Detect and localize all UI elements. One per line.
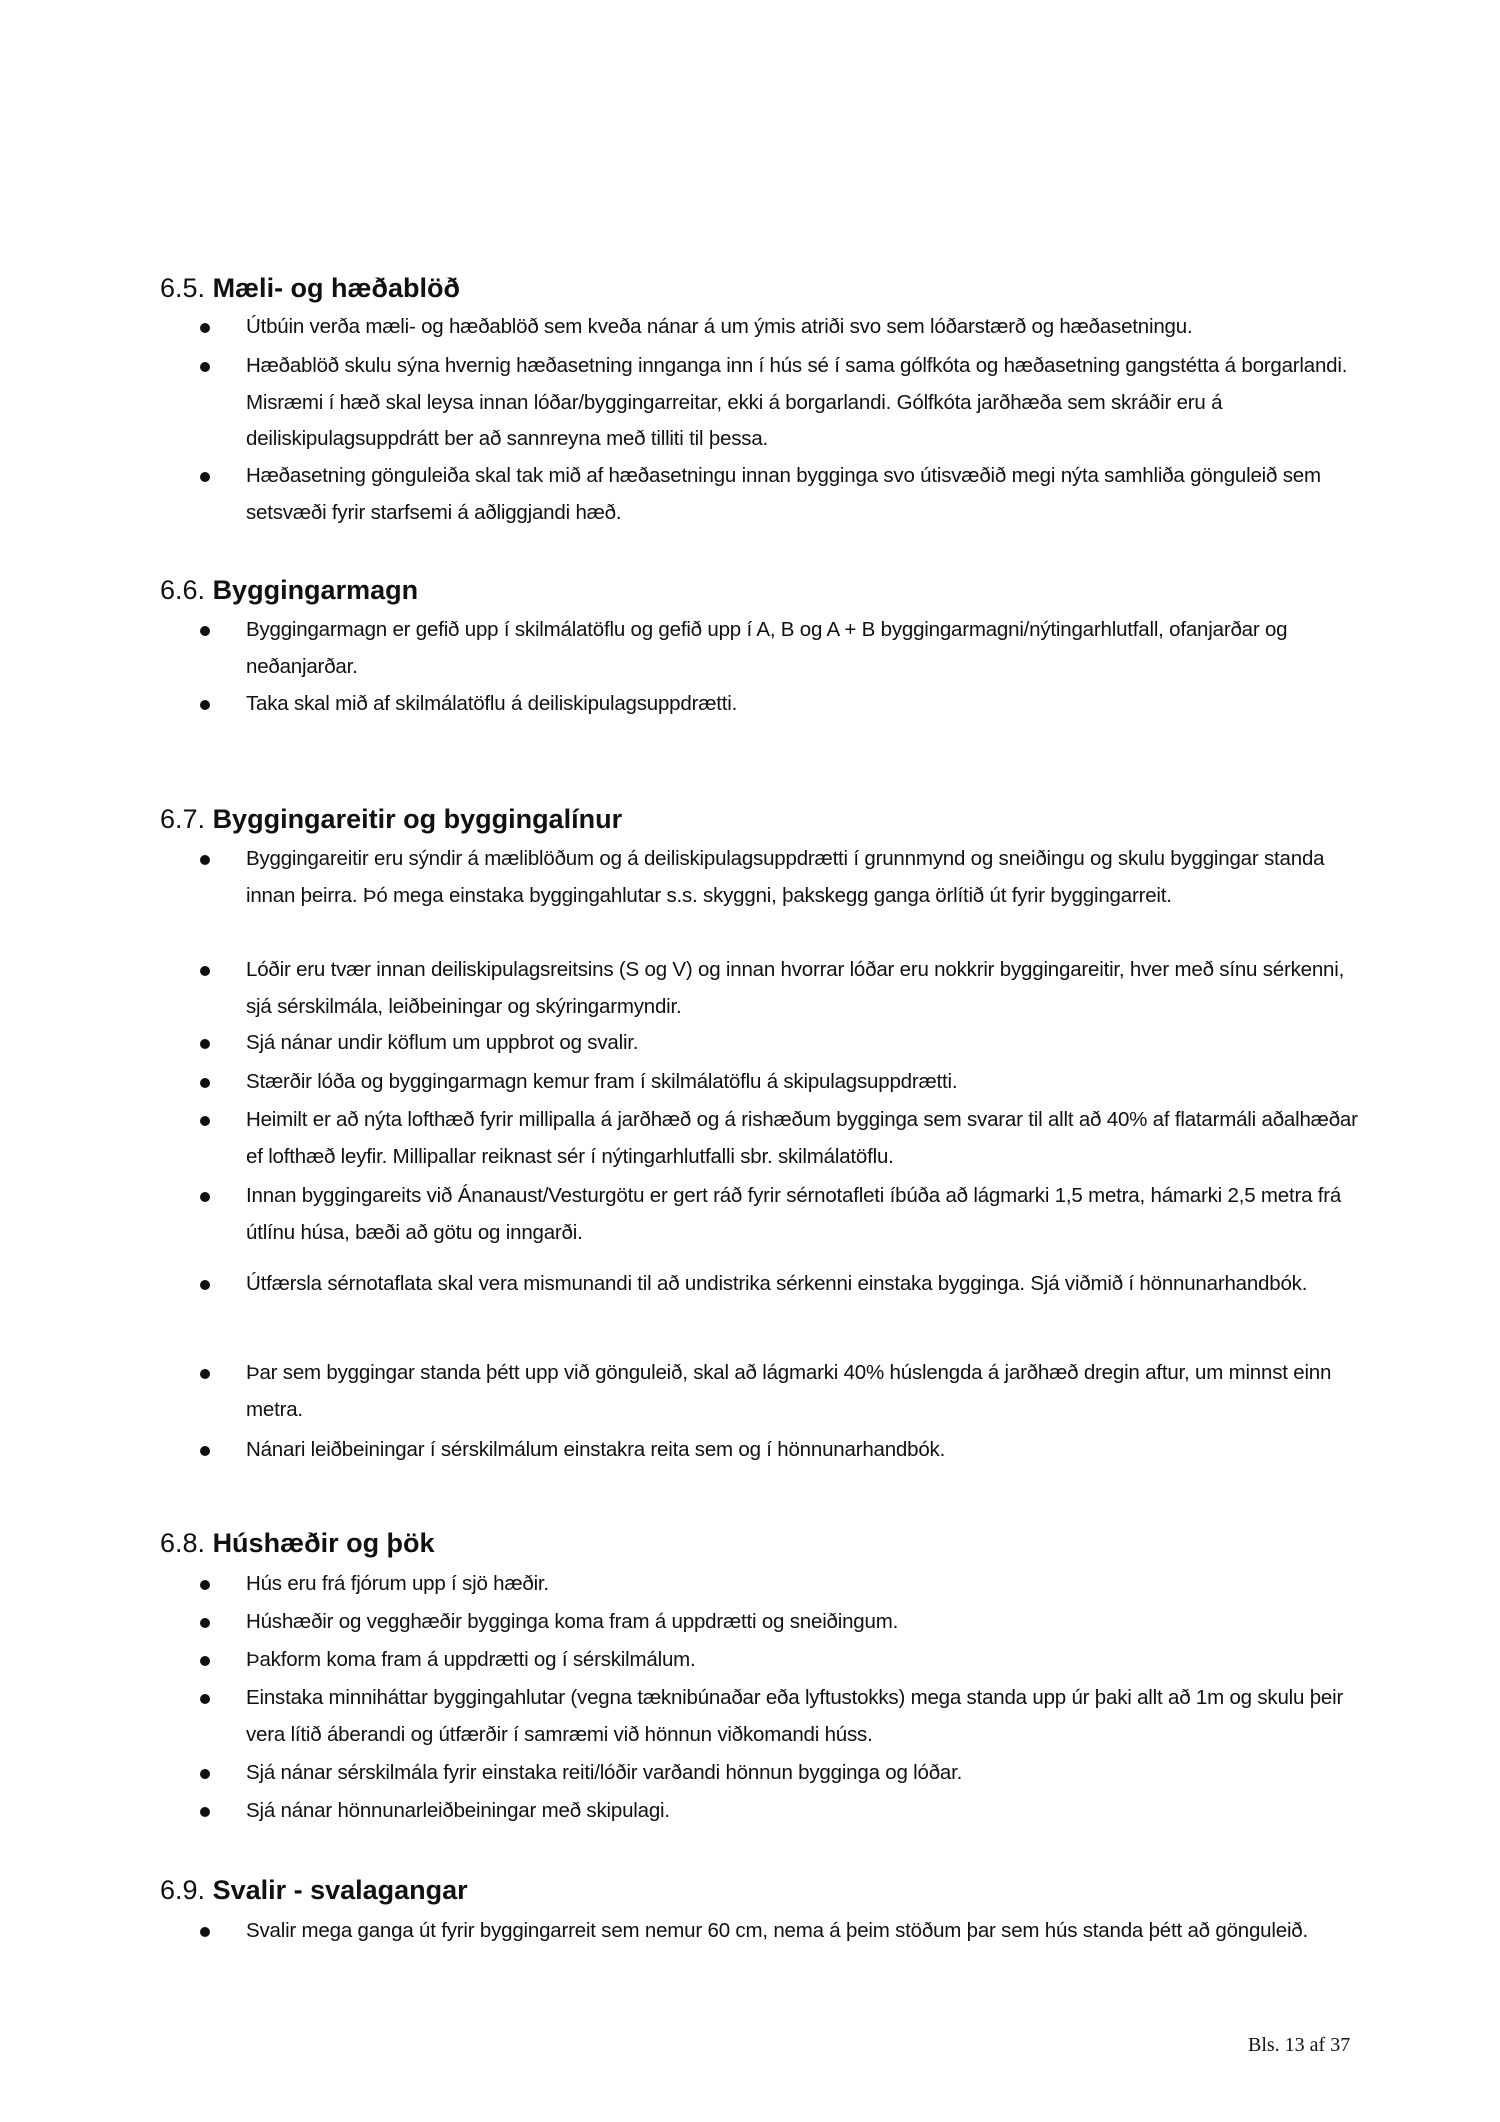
list-item-text: Þar sem byggingar standa þétt upp við gönguleið, skal að lágmarki 40% húslengda á jarðhæð dregin aftur, um minnst einn metra. bbox=[246, 1361, 1332, 1421]
list-item bbox=[200, 1913, 1370, 1950]
section-number: 6.6. bbox=[160, 575, 206, 605]
list-item bbox=[200, 1266, 1370, 1303]
list-item bbox=[200, 612, 1370, 685]
bullet-icon bbox=[200, 855, 210, 865]
bullet-icon bbox=[200, 1446, 210, 1456]
list-item bbox=[200, 1642, 1370, 1679]
bullet-icon bbox=[200, 1769, 210, 1779]
bullet-icon bbox=[200, 626, 210, 636]
list-item-text: Útbúin verða mæli- og hæðablöð sem kveða nánar á um ýmis atriði svo sem lóðarstærð og hæðasetningu. bbox=[246, 315, 1193, 338]
section-title: Húshæðir og þök bbox=[212, 1528, 435, 1558]
bullet-icon bbox=[200, 700, 210, 710]
list-item-text: Stærðir lóða og byggingarmagn kemur fram í skilmálatöflu á skipulagsuppdrætti. bbox=[246, 1070, 958, 1093]
list-item bbox=[200, 458, 1370, 531]
list-item-text: Taka skal mið af skilmálatöflu á deiliskipulagsuppdrætti. bbox=[246, 692, 738, 715]
list-item-text: Útfærsla sérnotaflata skal vera mismunandi til að undistrika sérkenni einstaka bygginga. Sjá viðmið í hönnunarhandbók. bbox=[246, 1272, 1308, 1295]
bullet-icon bbox=[200, 1369, 210, 1379]
list-item bbox=[200, 686, 1370, 723]
list-item bbox=[200, 1604, 1370, 1641]
bullet-icon bbox=[200, 1656, 210, 1666]
list-item-text: Svalir mega ganga út fyrir byggingarreit sem nemur 60 cm, nema á þeim stöðum þar sem hús standa þétt að gönguleið. bbox=[246, 1919, 1308, 1942]
section-title: Byggingareitir og byggingalínur bbox=[212, 804, 623, 834]
section-number: 6.9. bbox=[160, 1875, 206, 1905]
section-number: 6.7. bbox=[160, 804, 206, 834]
list-item bbox=[200, 1566, 1370, 1603]
bullet-icon bbox=[200, 472, 210, 482]
section-heading-6-8 bbox=[160, 1526, 435, 1560]
section-heading-6-6 bbox=[160, 573, 418, 607]
section-title: Mæli- og hæðablöð bbox=[212, 273, 461, 303]
list-item-text: Hús eru frá fjórum upp í sjö hæðir. bbox=[246, 1572, 549, 1595]
list-item bbox=[200, 1793, 1370, 1830]
bullet-icon bbox=[200, 1192, 210, 1202]
list-item-text: Lóðir eru tvær innan deiliskipulagsreitsins (S og V) og innan hvorrar lóðar eru nokkrir byggingareitir, hver með sínu sérkenni, sjá sérskilmála, leiðbeiningar og skýringarmyndir. bbox=[246, 958, 1345, 1018]
section-heading-6-7 bbox=[160, 802, 622, 836]
bullet-icon bbox=[200, 323, 210, 333]
bullet-icon bbox=[200, 1280, 210, 1290]
section-heading-6-5 bbox=[160, 271, 460, 305]
list-item-text: Húshæðir og vegghæðir bygginga koma fram á uppdrætti og sneiðingum. bbox=[246, 1610, 899, 1633]
bullet-icon bbox=[200, 966, 210, 976]
list-item-text: Hæðasetning gönguleiða skal tak mið af hæðasetningu innan bygginga svo útisvæðið megi nýta samhliða gönguleið sem setsvæði fyrir starfsemi á aðliggjandi hæð. bbox=[246, 464, 1321, 524]
bullet-icon bbox=[200, 1927, 210, 1937]
list-item-text: Sjá nánar undir köflum um uppbrot og svalir. bbox=[246, 1031, 639, 1054]
list-item-text: Hæðablöð skulu sýna hvernig hæðasetning innganga inn í hús sé í sama gólfkóta og hæðasetning gangstétta á borgarlandi. Misræmi í hæð skal leysa innan lóðar/byggingarreitar, ekki á borgarlandi. Gólfkóta jarðhæða sem skráðir eru á deiliskipulagsuppdrátt ber að sannreyna með tilliti til þessa. bbox=[246, 354, 1348, 450]
list-item-text: Byggingarmagn er gefið upp í skilmálatöflu og gefið upp í A, B og A + B byggingarmagni/nýtingarhlutfall, ofanjarðar og neðanjarðar. bbox=[246, 618, 1288, 678]
bullet-icon bbox=[200, 1116, 210, 1126]
list-item-text: Innan byggingareits við Ánanaust/Vesturgötu er gert ráð fyrir sérnotafleti íbúða að lágmarki 1,5 metra, hámarki 2,5 metra frá útlínu húsa, bæði að götu og inngarði. bbox=[246, 1184, 1342, 1244]
bullet-icon bbox=[200, 1078, 210, 1088]
bullet-icon bbox=[200, 1807, 210, 1817]
list-item bbox=[200, 952, 1370, 1025]
list-item bbox=[200, 309, 1370, 346]
list-item-text: Þakform koma fram á uppdrætti og í sérskilmálum. bbox=[246, 1648, 696, 1671]
bullet-icon bbox=[200, 1039, 210, 1049]
list-item bbox=[200, 1755, 1370, 1792]
list-item bbox=[200, 1064, 1370, 1101]
list-item-text: Sjá nánar hönnunarleiðbeiningar með skipulagi. bbox=[246, 1799, 670, 1822]
list-item-text: Byggingareitir eru sýndir á mæliblöðum og á deiliskipulagsuppdrætti í grunnmynd og sneiðingu og skulu byggingar standa innan þeirra. Þó mega einstaka byggingahlutar s.s. skyggni, þakskegg ganga örlítið út fyrir byggingarreit. bbox=[246, 847, 1325, 907]
list-item bbox=[200, 1680, 1370, 1753]
list-item-text: Heimilt er að nýta lofthæð fyrir millipalla á jarðhæð og á rishæðum bygginga sem svarar til allt að 40% af flatarmáli aðalhæðar ef lofthæð leyfir. Millipallar reiknast sér í nýtingarhlutfalli sbr. skilmálatöflu. bbox=[246, 1108, 1358, 1168]
section-number: 6.5. bbox=[160, 273, 206, 303]
list-item-text: Nánari leiðbeiningar í sérskilmálum einstakra reita sem og í hönnunarhandbók. bbox=[246, 1438, 946, 1461]
list-item bbox=[200, 1102, 1370, 1175]
section-heading-6-9 bbox=[160, 1873, 468, 1907]
bullet-icon bbox=[200, 1694, 210, 1704]
bullet-icon bbox=[200, 1580, 210, 1590]
list-item bbox=[200, 1025, 1370, 1062]
list-item bbox=[200, 1355, 1370, 1428]
page-number: Bls. 13 af 37 bbox=[1248, 2034, 1351, 2056]
list-item bbox=[200, 1178, 1370, 1251]
section-title: Byggingarmagn bbox=[212, 575, 419, 605]
bullet-icon bbox=[200, 362, 210, 372]
section-number: 6.8. bbox=[160, 1528, 206, 1558]
list-item bbox=[200, 1432, 1370, 1469]
list-item bbox=[200, 348, 1370, 458]
list-item bbox=[200, 841, 1370, 914]
bullet-icon bbox=[200, 1618, 210, 1628]
list-item-text: Sjá nánar sérskilmála fyrir einstaka reiti/lóðir varðandi hönnun bygginga og lóðar. bbox=[246, 1761, 963, 1784]
list-item-text: Einstaka minniháttar byggingahlutar (vegna tæknibúnaðar eða lyftustokks) mega standa upp úr þaki allt að 1m og skulu þeir vera lítið áberandi og útfærðir í samræmi við hönnun viðkomandi húss. bbox=[246, 1686, 1344, 1746]
section-title: Svalir - svalagangar bbox=[212, 1875, 468, 1905]
